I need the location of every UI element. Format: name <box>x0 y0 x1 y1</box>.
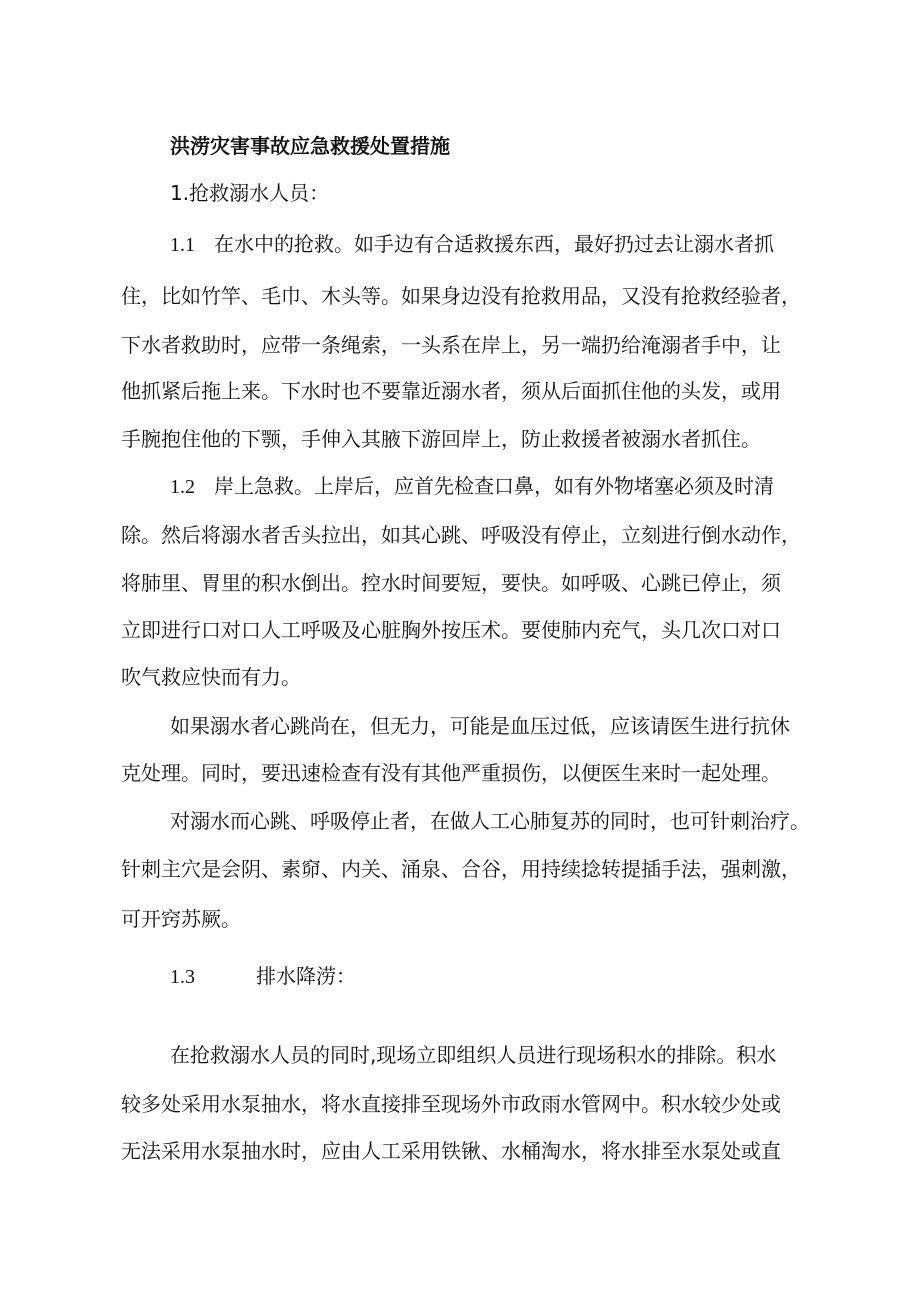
paragraph-line: 手腕抱住他的下颚，手伸入其腋下游回岸上，防止救援者被溺水者抓住。 <box>121 427 761 451</box>
paragraph-line: 立即进行口对口人工呼吸及心脏胸外按压术。要使肺内充气，头几次口对口 <box>121 618 781 642</box>
paragraph-line: 下水者救助时，应带一条绳索，一头系在岸上，另一端扔给淹溺者手中，让 <box>121 333 781 357</box>
paragraph-line <box>170 231 850 258</box>
subsection-number-1-1: 1.1 <box>170 234 195 256</box>
paragraph-line: 住，比如竹竿、毛巾、木头等。如果身边没有抢救用品，又没有抢救经验者， <box>121 284 801 308</box>
paragraph-line <box>170 473 850 500</box>
paragraph-line: 对溺水而心跳、呼吸停止者，在做人工心肺复苏的同时，也可针刺治疗。 <box>170 809 810 833</box>
subsection-heading-1-3 <box>170 963 850 990</box>
section-heading-1: 1.抢救溺水人员： <box>170 181 330 205</box>
paragraph-line: 将肺里、胃里的积水倒出。控水时间要短，要快。如呼吸、心跳已停止，须 <box>121 571 781 595</box>
paragraph-line: 克处理。同时，要迅速检查有没有其他严重损伤，以便医生来时一起处理。 <box>121 761 781 785</box>
subsection-number-1-3: 1.3 <box>170 966 195 988</box>
document-title: 洪涝灾害事故应急救援处置措施 <box>170 134 450 158</box>
paragraph-line: 针刺主穴是会阴、素窌、内关、涌泉、合谷，用持续捻转提插手法，强刺激， <box>121 857 801 881</box>
paragraph-line: 吹气救应快而有力。 <box>121 665 301 689</box>
paragraph-line: 除。然后将溺水者舌头拉出，如其心跳、呼吸没有停止，立刻进行倒水动作， <box>121 523 801 547</box>
text-run: 岸上急救。上岸后，应首先检查口鼻，如有外物堵塞必须及时清 <box>214 474 774 498</box>
paragraph-line: 他抓紧后拖上来。下水时也不要靠近溺水者，须从后面抓住他的头发，或用 <box>121 379 781 403</box>
paragraph-line: 较多处采用水泵抽水，将水直接排至现场外市政雨水管网中。积水较少处或 <box>121 1092 781 1116</box>
text-run: 在水中的抢救。如手边有合适救援东西，最好扔过去让溺水者抓 <box>214 232 774 256</box>
subsection-number-1-2: 1.2 <box>170 476 195 498</box>
paragraph-line: 如果溺水者心跳尚在，但无力，可能是血压过低，应该请医生进行抗休 <box>170 714 790 738</box>
paragraph-line: 可开窍苏厥。 <box>121 907 241 931</box>
paragraph-line: 在抢救溺水人员的同时,现场立即组织人员进行现场积水的排除。积水 <box>170 1043 777 1067</box>
paragraph-line: 无法采用水泵抽水时，应由人工采用铁锹、水桶淘水，将水排至水泵处或直 <box>121 1139 781 1163</box>
subsection-title-1-3: 排水降涝： <box>256 964 356 988</box>
